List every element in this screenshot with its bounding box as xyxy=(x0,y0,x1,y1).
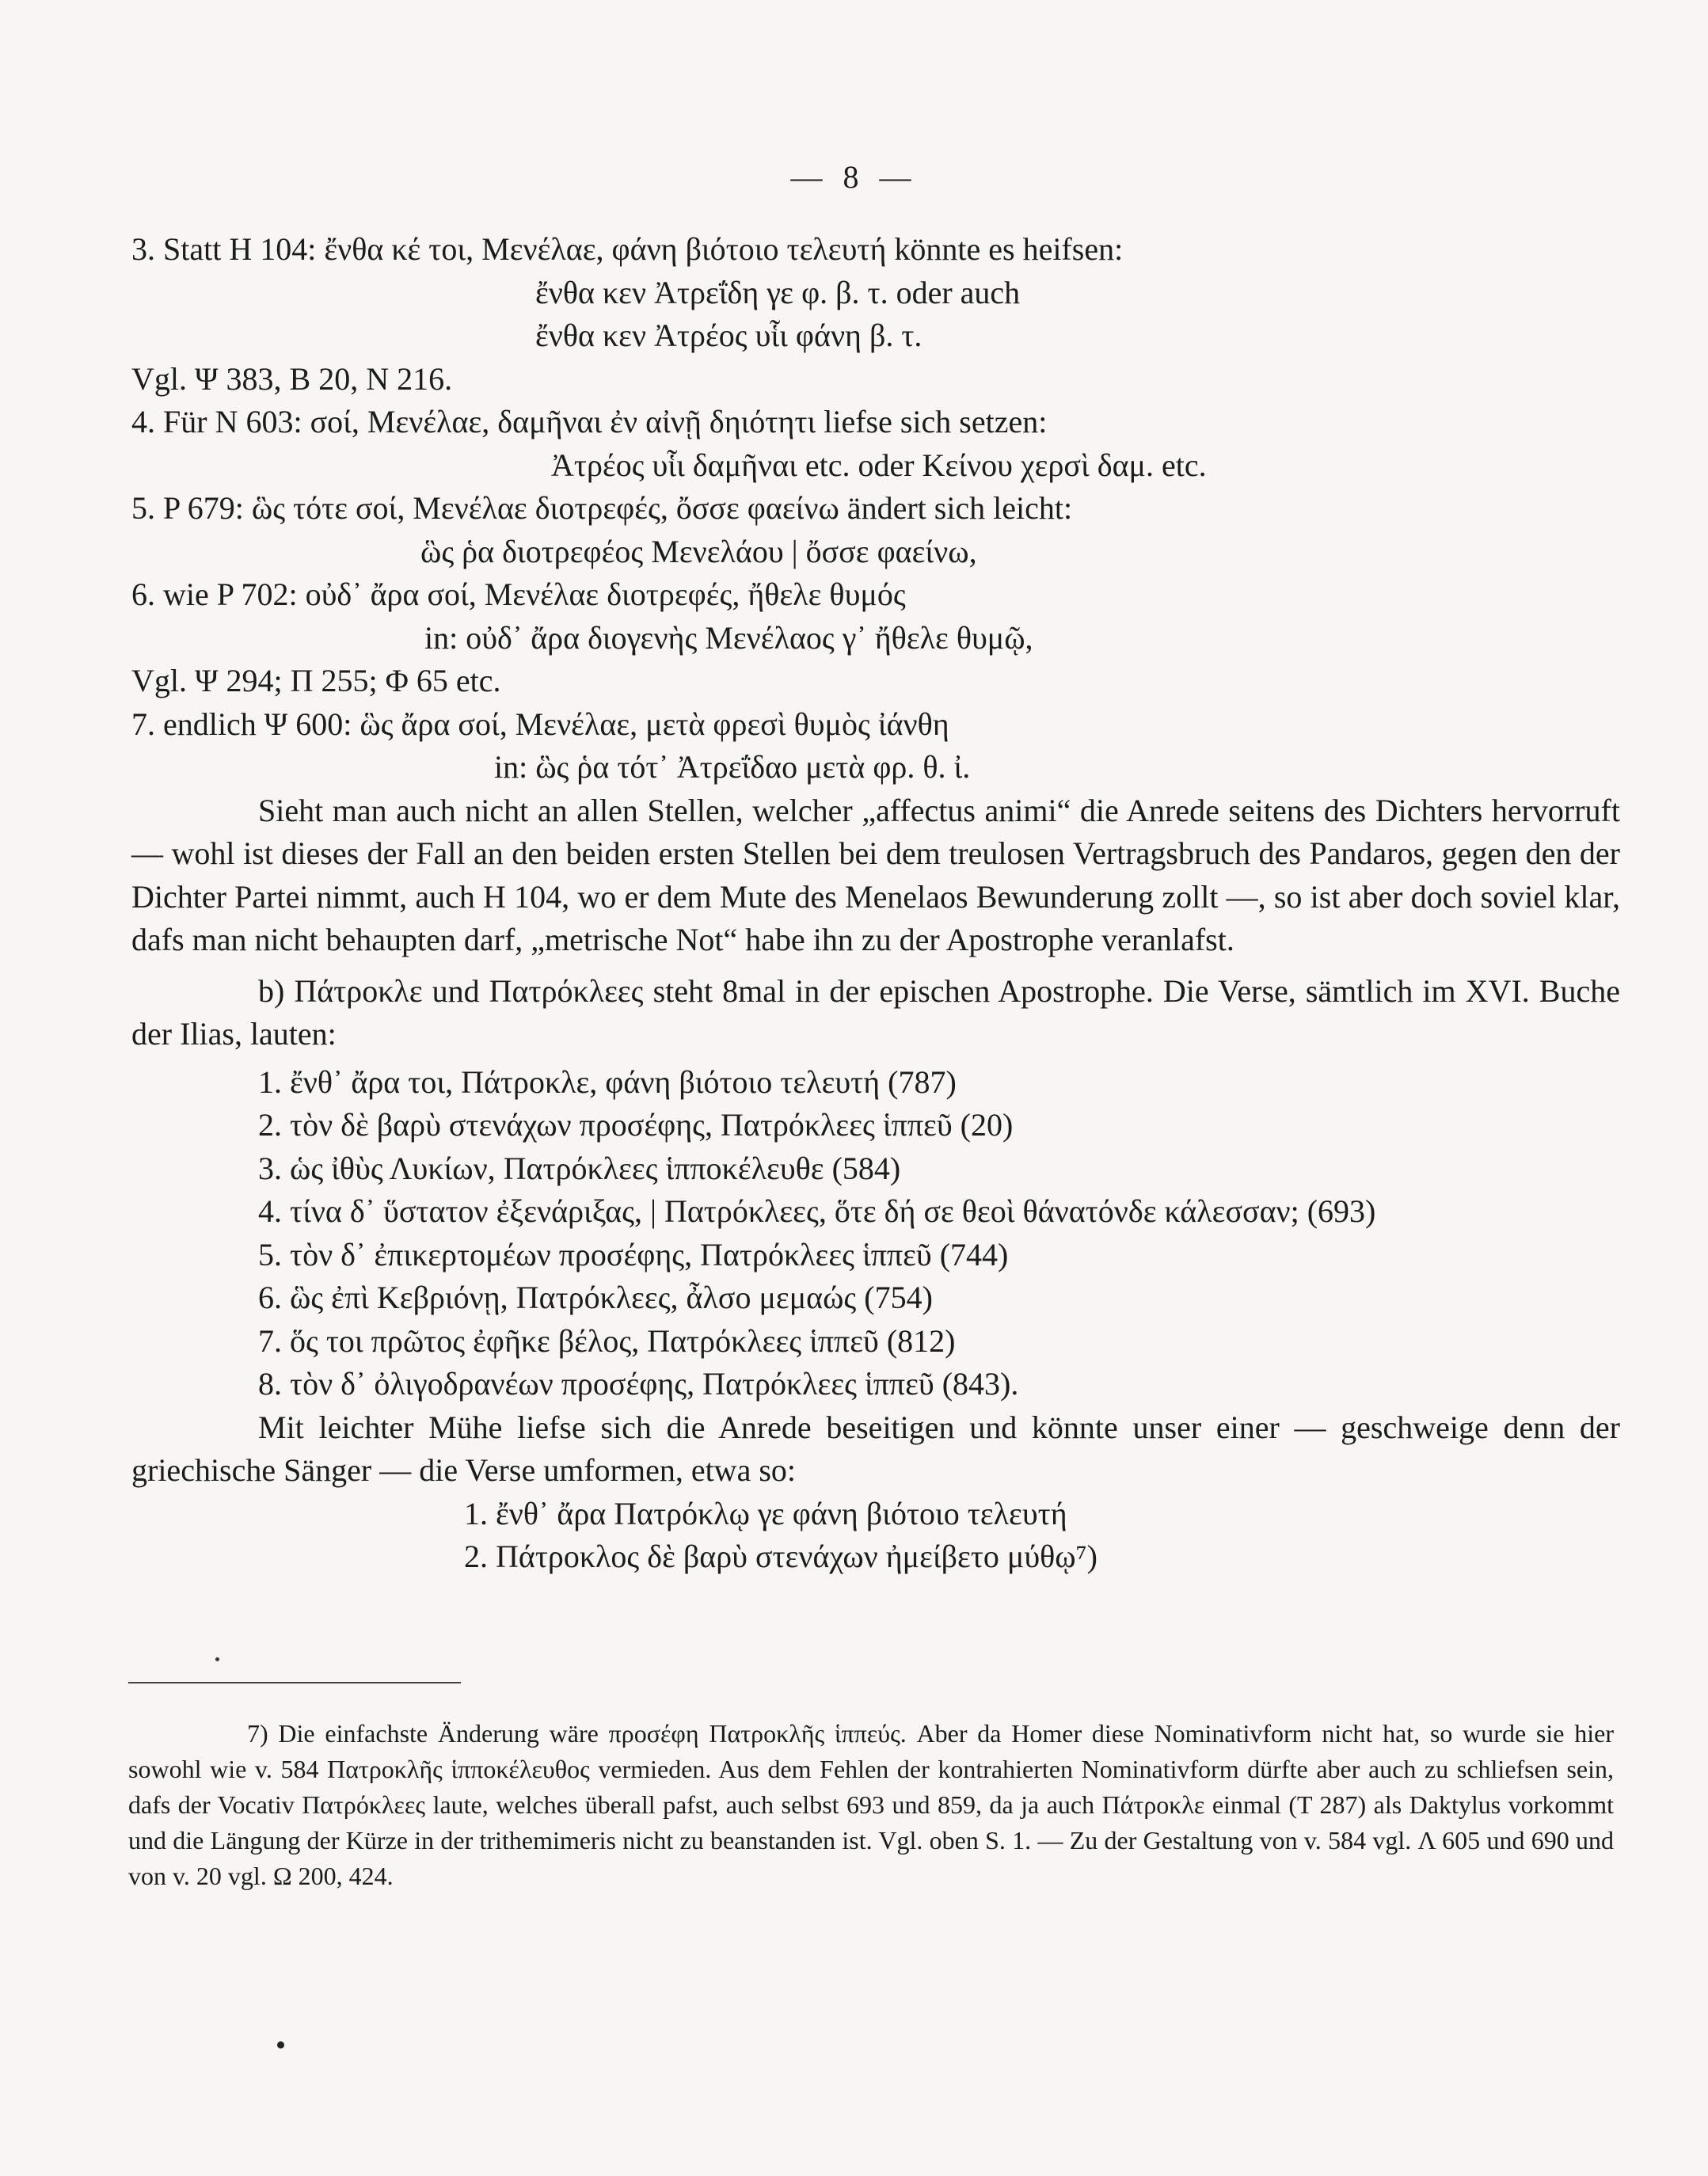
footnote xyxy=(128,1716,1614,1894)
verse-line: 8. τὸν δ᾽ ὀλιγοδρανέων προσέφης, Πατρόκλεες ἱππεῦ (843). xyxy=(258,1366,1019,1402)
verse-line: 1. ἔνθ᾽ ἄρα Πατρόκλῳ γε φάνη βιότοιο τελευτή xyxy=(464,1495,1067,1531)
verse-line: 1. ἔνθ᾽ ἄρα τοι, Πάτροκλε, φάνη βιότοιο τελευτή (787) xyxy=(258,1063,957,1100)
text-line: ἔνθα κεν Ἀτρέος υἷι φάνη β. τ. xyxy=(535,318,922,353)
verse-line: 4. τίνα δ᾽ ὕστατον ἐξενάριξας, | Πατρόκλεες, ὅτε δή σε θεοὶ θάνατόνδε κάλεσσαν; (693) xyxy=(258,1193,1376,1229)
ink-speck xyxy=(215,1657,219,1661)
verse-line: 7. ὅς τοι πρῶτος ἐφῆκε βέλος, Πατρόκλεες ἱππεῦ (812) xyxy=(258,1322,956,1359)
text-line: 5. P 679: ὣς τότε σοί, Μενέλαε διοτρεφές, ὄσσε φαείνω ändert sich leicht: xyxy=(131,490,1073,526)
paragraph: b) Πάτροκλε und Πατρόκλεες steht 8mal in der epischen Apostrophe. Die Verse, sämtlich im XVI. Buche der Ilias, lauten: xyxy=(131,972,1620,1052)
paragraph: Mit leichter Mühe liefse sich die Anrede beseitigen und könnte unser einer — geschweige denn der griechische Sänger — die Verse umformen, etwa so: xyxy=(131,1409,1620,1488)
text-line: ὣς ῥα διοτρεφέος Μενελάου | ὄσσε φαείνω, xyxy=(420,533,977,569)
text-line: 6. wie P 702: οὐδ᾽ ἄρα σοί, Μενέλαε διοτρεφές, ἤθελε θυμός xyxy=(131,576,906,612)
text-line: in: οὐδ᾽ ἄρα διογενὴς Μενέλαος γ᾽ ἤθελε θυμῷ, xyxy=(424,619,1033,656)
text-line: Vgl. Ψ 294; Π 255; Φ 65 etc. xyxy=(131,663,501,698)
footnote-rule xyxy=(128,1682,461,1683)
text-line: ἔνθα κεν Ἀτρεΐδη γε φ. β. τ. oder auch xyxy=(535,274,1021,310)
paragraph: Sieht man auch nicht an allen Stellen, welcher „affectus animi“ die Anrede seitens des Dichters hervorruft — wohl ist dieses der Fall an den beiden ersten Stellen bei dem treulosen Vertragsbruch des Pandaros, gegen den der Dichter Partei nimmt, auch H 104, wo er dem Mute des Menelaos Bewunderung zollt —, so ist aber doch soviel klar, dafs man nicht behaupten darf, „metrische Not“ habe ihn zu der Apostrophe veranlafst. xyxy=(131,792,1620,957)
ink-speck xyxy=(277,2041,284,2049)
verse-line: 3. ὡς ἰθὺς Λυκίων, Πατρόκλεες ἱπποκέλευθε (584) xyxy=(258,1150,901,1186)
page-number: — 8 — xyxy=(790,159,918,195)
verse-line: 6. ὣς ἐπὶ Κεβριόνῃ, Πατρόκλεες, ἆλσο μεμαώς (754) xyxy=(258,1280,933,1315)
text-line: 3. Statt H 104: ἔνθα κέ τοι, Μενέλαε, φάνη βιότοιο τελευτή könnte es heifsen: xyxy=(131,231,1124,267)
verse-line: 2. Πάτροκλος δὲ βαρὺ στενάχων ἠμείβετο μύθῳ⁷) xyxy=(464,1539,1097,1574)
main-text xyxy=(131,228,1620,1579)
text-line: 7. endlich Ψ 600: ὣς ἄρα σοί, Μενέλαε, μετὰ φρεσὶ θυμὸς ἰάνθη xyxy=(131,706,949,742)
text-line: Ἀτρέος υἷι δαμῆναι etc. oder Κείνου χερσὶ δαμ. etc. xyxy=(551,447,1207,483)
footnote-text: 7) Die einfachste Änderung wäre προσέφη Πατροκλῆς ἱππεύς. Aber da Homer diese Nominativform nicht hat, so wurde sie hier sowohl wie v. 584 Πατροκλῆς ἱπποκέλευθος vermieden. Aus dem Fehlen der kontrahierten Nominativform dürfte aber auch zu schliefsen sein, dafs der Vocativ Πατρόκλεες laute, welches überall pafst, auch selbst 693 und 859, da ja auch Πάτροκλε einmal (T 287) als Daktylus vorkommt und die Längung der Kürze in der trithemimeris nicht zu beanstanden ist. Vgl. oben S. 1. — Zu der Gestaltung von v. 584 vgl. Λ 605 und 690 und von v. 20 vgl. Ω 200, 424. xyxy=(128,1719,1614,1890)
text-line: in: ὣς ῥα τότ᾽ Ἀτρεΐδαο μετὰ φρ. θ. ἰ. xyxy=(494,749,971,785)
text-line: 4. Für N 603: σοί, Μενέλαε, δαμῆναι ἐν αἰνῇ δηιότητι liefse sich setzen: xyxy=(131,404,1048,439)
verse-line: 2. τὸν δὲ βαρὺ στενάχων προσέφης, Πατρόκλεες ἱππεῦ (20) xyxy=(258,1107,1014,1143)
verse-line: 5. τὸν δ᾽ ἐπικερτομέων προσέφης, Πατρόκλεες ἱππεῦ (744) xyxy=(258,1236,1009,1273)
text-line: Vgl. Ψ 383, B 20, N 216. xyxy=(131,360,453,397)
